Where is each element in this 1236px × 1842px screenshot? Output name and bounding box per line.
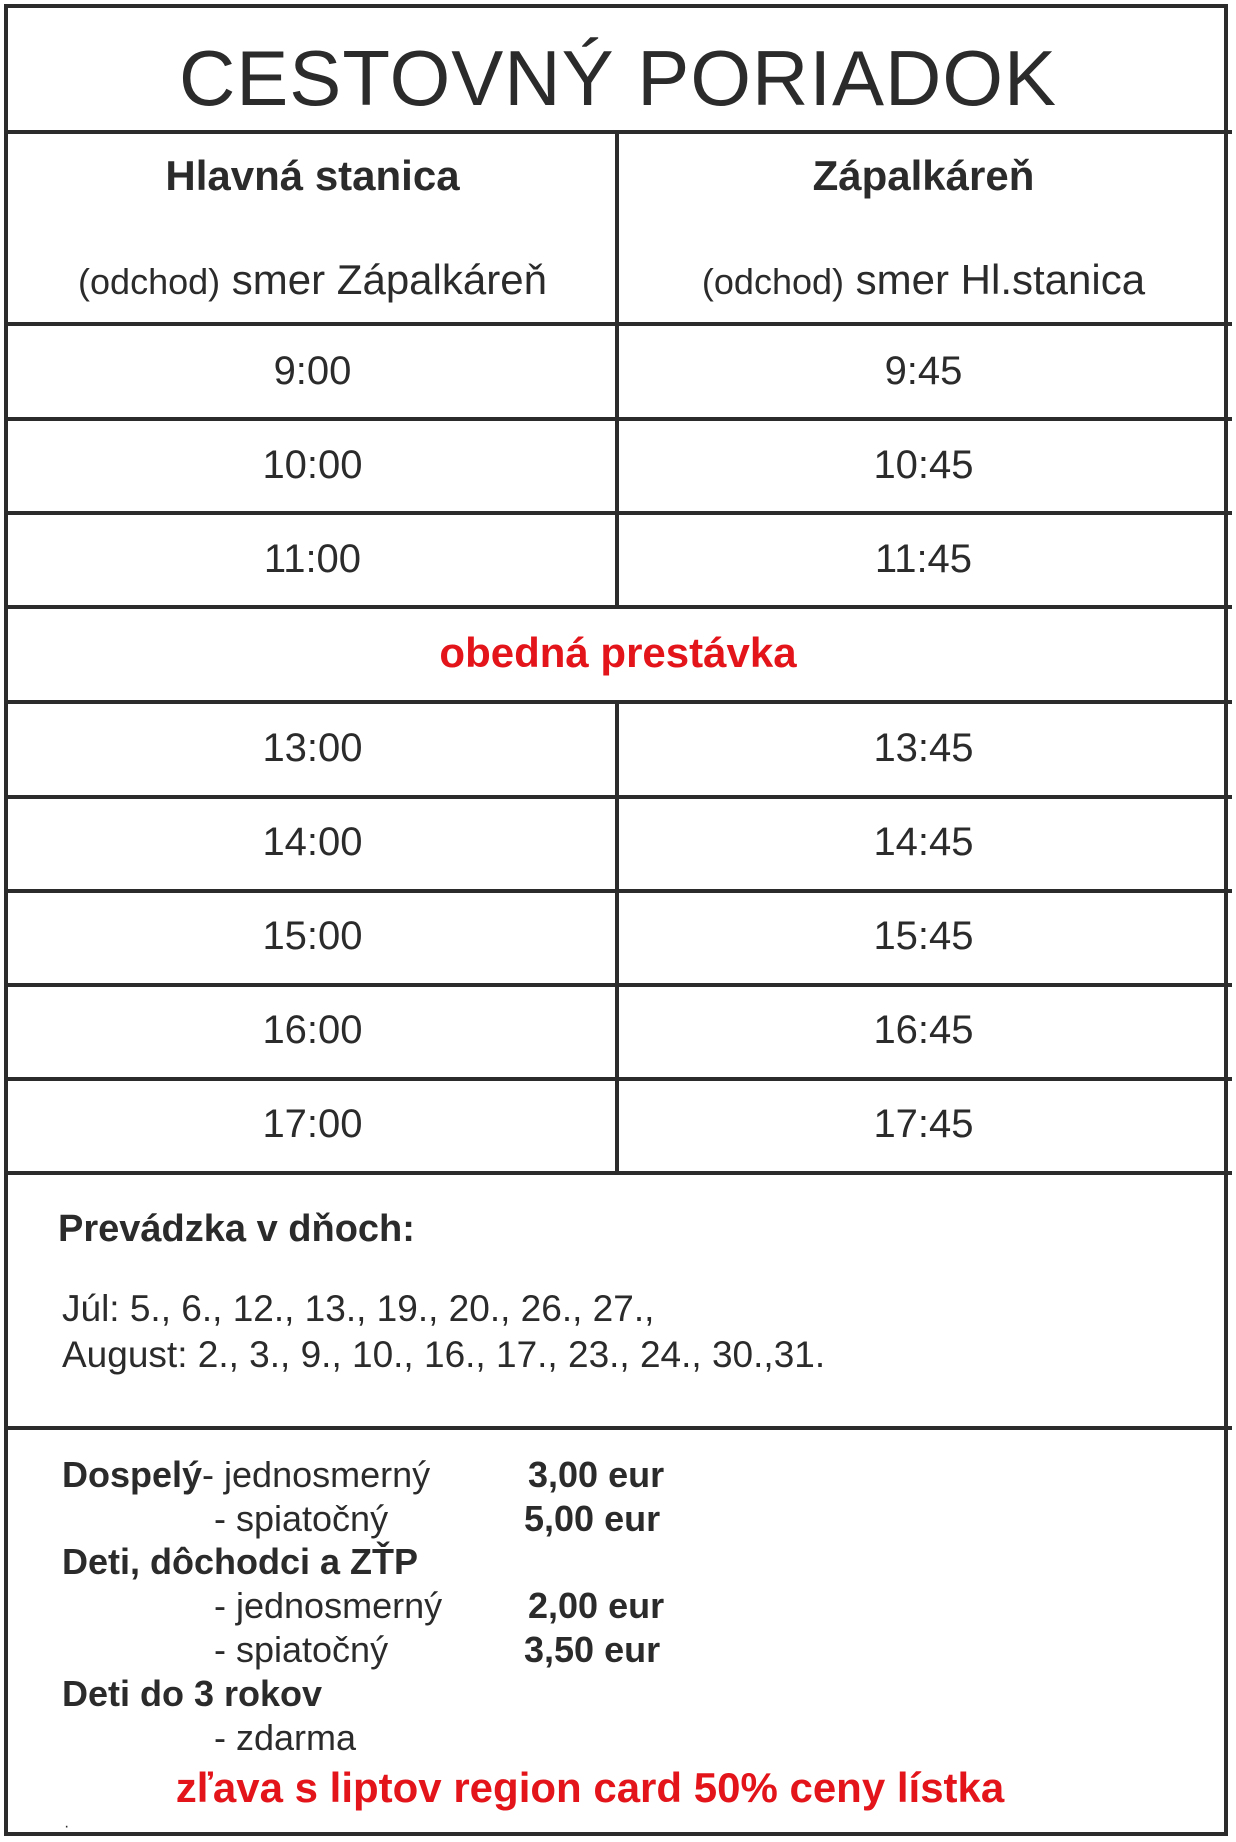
departure-time: 11:45 — [874, 537, 973, 581]
direction-paren: (odchod) — [78, 261, 221, 302]
column-divider — [615, 700, 619, 1175]
direction-paren: (odchod) — [701, 261, 844, 302]
price-value: 3,50 eur — [524, 1629, 661, 1670]
departure-time: 10:45 — [873, 443, 974, 487]
price-value: 5,00 eur — [524, 1498, 661, 1539]
price-category-label: Deti do 3 rokov — [62, 1673, 323, 1714]
departure-time: 17:00 — [262, 1102, 363, 1146]
column-divider — [615, 130, 619, 326]
departure-time: 16:45 — [873, 1008, 974, 1052]
operation-days-august: August: 2., 3., 9., 10., 16., 17., 23., 24., 30.,31. — [62, 1334, 826, 1375]
departure-time: 15:00 — [262, 914, 363, 958]
price-category-label: Deti, dôchodci a ZŤP — [62, 1541, 419, 1582]
departure-time: 13:00 — [262, 726, 363, 770]
column-station-left: Hlavná stanica — [165, 152, 460, 199]
page-title: CESTOVNÝ PORIADOK — [178, 34, 1058, 122]
departure-time: 9:00 — [273, 349, 352, 393]
ticket-type: - jednosmerný — [214, 1585, 443, 1626]
price-category-label: Dospelý — [62, 1454, 203, 1495]
ticket-type: - jednosmerný — [202, 1454, 431, 1495]
ticket-type: - spiatočný — [214, 1498, 389, 1539]
departure-time: 17:45 — [873, 1102, 974, 1146]
departure-time: 9:45 — [884, 349, 963, 393]
departure-time: 16:00 — [262, 1008, 363, 1052]
direction-text: smer Hl.stanica — [844, 256, 1146, 303]
operation-days-july: Júl: 5., 6., 12., 13., 19., 20., 26., 27., — [62, 1288, 655, 1329]
column-direction-left — [8, 256, 617, 304]
departure-time: 14:45 — [873, 820, 974, 864]
departure-time: 10:00 — [262, 443, 363, 487]
column-divider — [615, 322, 619, 609]
price-value: 3,00 eur — [528, 1454, 665, 1495]
divider — [4, 1426, 1232, 1430]
lunch-break-label: obedná prestávka — [439, 629, 797, 676]
departure-time: 13:45 — [873, 726, 974, 770]
departure-time: 11:00 — [263, 537, 362, 581]
operation-days-heading: Prevádzka v dňoch: — [58, 1208, 415, 1250]
column-direction-right — [619, 256, 1228, 304]
column-station-right: Zápalkáreň — [812, 152, 1035, 199]
dot-mark: · — [64, 1818, 70, 1835]
price-adult-oneway — [62, 1453, 430, 1497]
discount-note: zľava s liptov region card 50% ceny lístka — [175, 1764, 1005, 1811]
price-value: 2,00 eur — [528, 1585, 665, 1626]
ticket-type: - spiatočný — [214, 1629, 389, 1670]
departure-time: 14:00 — [262, 820, 363, 864]
ticket-type: - zdarma — [214, 1717, 357, 1758]
direction-text: smer Zápalkáreň — [220, 256, 547, 303]
departure-time: 15:45 — [873, 914, 974, 958]
